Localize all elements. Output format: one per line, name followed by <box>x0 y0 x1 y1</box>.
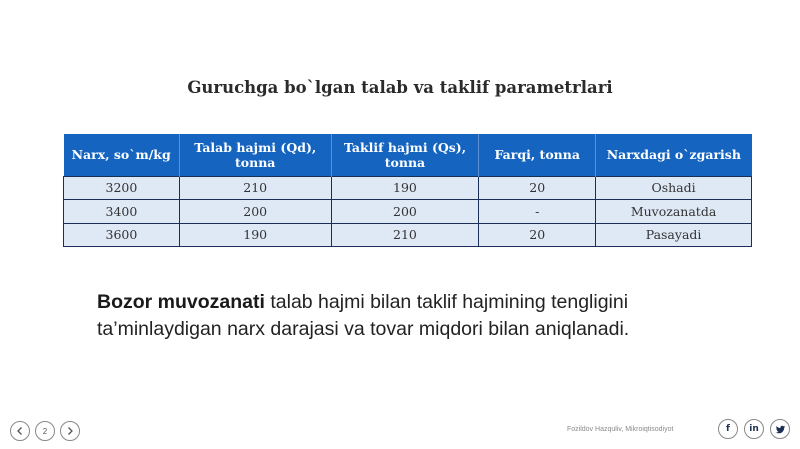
table-cell: 190 <box>179 223 331 247</box>
facebook-button[interactable] <box>718 419 738 439</box>
chevron-left-icon <box>15 426 25 436</box>
table-cell: 3200 <box>64 176 180 200</box>
table-cell: 20 <box>479 176 596 200</box>
table-header-row <box>64 134 752 176</box>
page-number: 2 <box>35 421 55 441</box>
linkedin-icon: in <box>749 424 759 434</box>
twitter-button[interactable] <box>770 419 790 439</box>
supply-demand-table <box>63 134 752 247</box>
table-cell: - <box>479 200 596 224</box>
table-cell: 210 <box>331 223 479 247</box>
table-cell: Oshadi <box>596 176 752 200</box>
table-cell: 200 <box>331 200 479 224</box>
table-cell: 200 <box>179 200 331 224</box>
table-cell: 3600 <box>64 223 180 247</box>
chevron-right-icon <box>65 426 75 436</box>
prev-slide-button[interactable] <box>10 421 30 441</box>
table-cell: 190 <box>331 176 479 200</box>
column-header-difference: Farqi, tonna <box>479 134 596 176</box>
linkedin-button[interactable] <box>744 419 764 439</box>
definition-paragraph <box>97 289 717 343</box>
social-links <box>718 419 790 439</box>
table-cell: 3400 <box>64 200 180 224</box>
column-header-price: Narx, so`m/kg <box>64 134 180 176</box>
table-row <box>64 176 752 200</box>
table-cell: Pasayadi <box>596 223 752 247</box>
twitter-icon <box>775 424 786 435</box>
footer-author: Fozildov Hazquliv, Mikroiqtisodiyot <box>567 426 674 433</box>
definition-term: Bozor muvozanati <box>97 291 265 313</box>
table-row <box>64 223 752 247</box>
column-header-supply: Taklif hajmi (Qs), tonna <box>331 134 479 176</box>
table-cell: 210 <box>179 176 331 200</box>
definition-text: talab hajmi bilan taklif hajmining tengligini ta’minlaydigan narx darajasi va tovar miqdori bilan aniqlanadi. <box>97 291 630 340</box>
slide-navigation <box>10 421 80 441</box>
column-header-price-change: Narxdagi o`zgarish <box>596 134 752 176</box>
table-cell: 20 <box>479 223 596 247</box>
facebook-icon: f <box>726 424 730 434</box>
table-row <box>64 200 752 224</box>
column-header-demand: Talab hajmi (Qd), tonna <box>179 134 331 176</box>
next-slide-button[interactable] <box>60 421 80 441</box>
slide-title: Guruchga bo`lgan talab va taklif parametrlari <box>187 78 613 97</box>
table-cell: Muvozanatda <box>596 200 752 224</box>
